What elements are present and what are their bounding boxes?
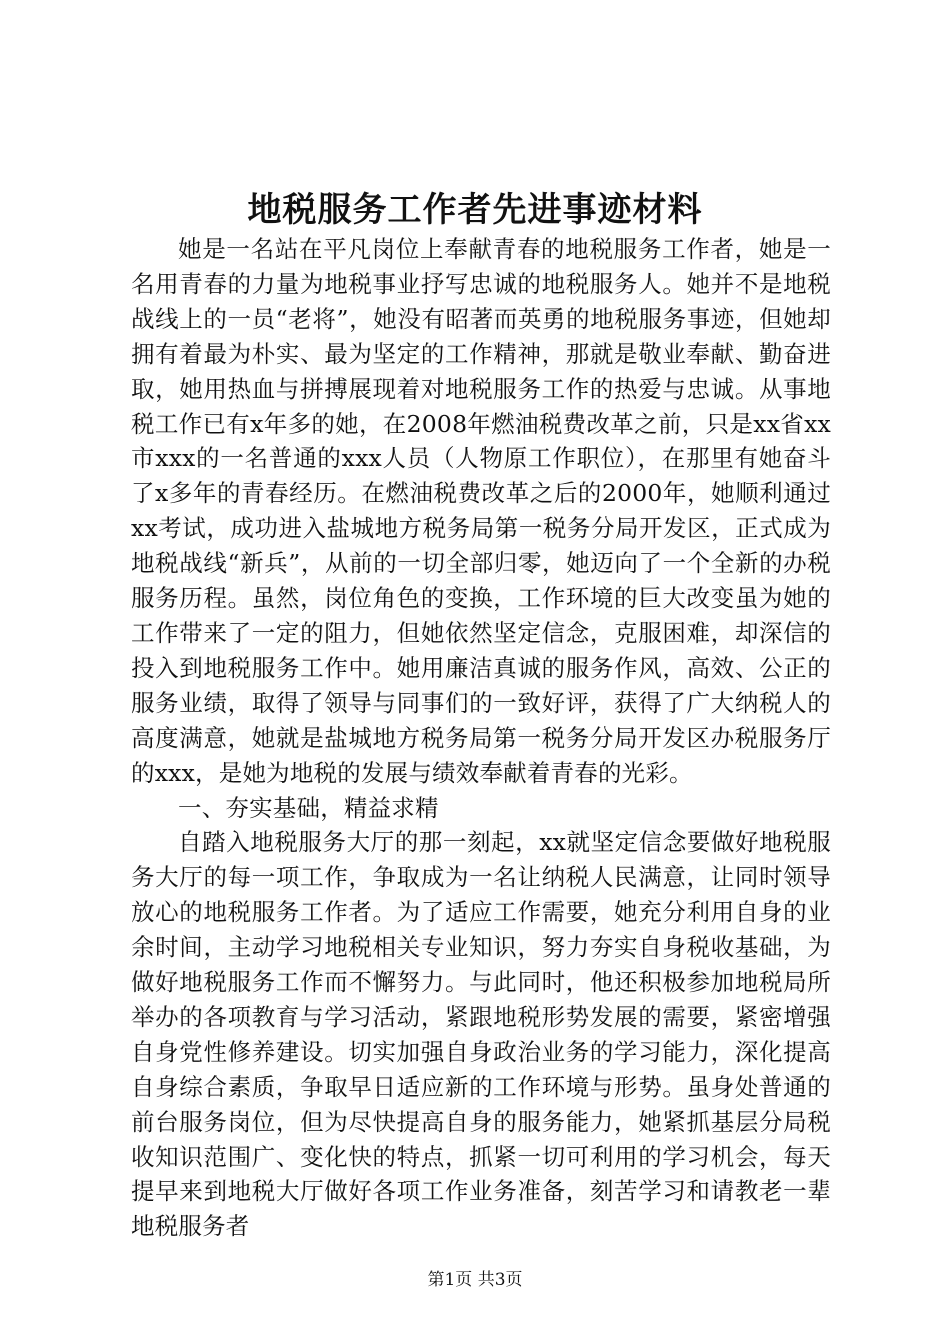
document-body [131,232,831,1244]
document-title: 地税服务工作者先进事迹材料 [247,190,703,230]
paragraph-section-1: 自踏入地税服务大厅的那一刻起，xx就坚定信念要做好地税服务大厅的每一项工作，争取成为一名让纳税人民满意，让同时领导放心的地税服务工作者。为了适应工作需要，她充分利用自身的业余时间，主动学习地税相关专业知识，努力夯实自身税收基础，为做好地税服务工作而不懈努力。与此同时，他还积极参加地税局所举办的各项教育与学习活动，紧跟地税形势发展的需要，紧密增强自身党性修养建设。切实加强自身政治业务的学习能力，深化提高自身综合素质，争取早日适应新的工作环境与形势。虽身处普通的前台服务岗位，但为尽快提高自身的服务能力，她紧抓基层分局税收知识范围广、变化快的特点，抓紧一切可利用的学习机会，每天提早来到地税大厅做好各项工作业务准备，刻苦学习和请教老一辈地税服务者 [131,828,831,1241]
paragraph-intro: 她是一名站在平凡岗位上奉献青春的地税服务工作者，她是一名用青春的力量为地税事业抒写忠诚的地税服务人。她并不是地税战线上的一员“老将”，她没有昭著而英勇的地税服务事迹，但她却拥有着最为朴实、最为坚定的工作精神，那就是敬业奉献、勤奋进取，她用热血与拼搏展现着对地税服务工作的热爱与忠诚。从事地税工作已有x年多的她，在2008年燃油税费改革之前，只是xx省xx市xxx的一名普通的xxx人员（人物原工作职位），在那里有她奋斗了x多年的青春经历。在燃油税费改革之后的2000年，她顺利通过xx考试，成功进入盐城地方税务局第一税务分局开发区，正式成为地税战线“新兵”，从前的一切全部归零，她迈向了一个全新的办税服务历程。虽然，岗位角色的变换，工作环境的巨大改变虽为她的工作带来了一定的阻力，但她依然坚定信念，克服困难，却深信的投入到地税服务工作中。她用廉洁真诚的服务作风，高效、公正的服务业绩，取得了领导与同事们的一致好评，获得了广大纳税人的高度满意，她就是盐城地方税务局第一税务分局开发区办税服务厅的xxx，是她为地税的发展与绩效奉献着青春的光彩。 [131,235,831,787]
section-heading: 一、夯实基础，精益求精 [178,793,439,822]
page-number-footer: 第1页 共3页 [427,1270,523,1290]
